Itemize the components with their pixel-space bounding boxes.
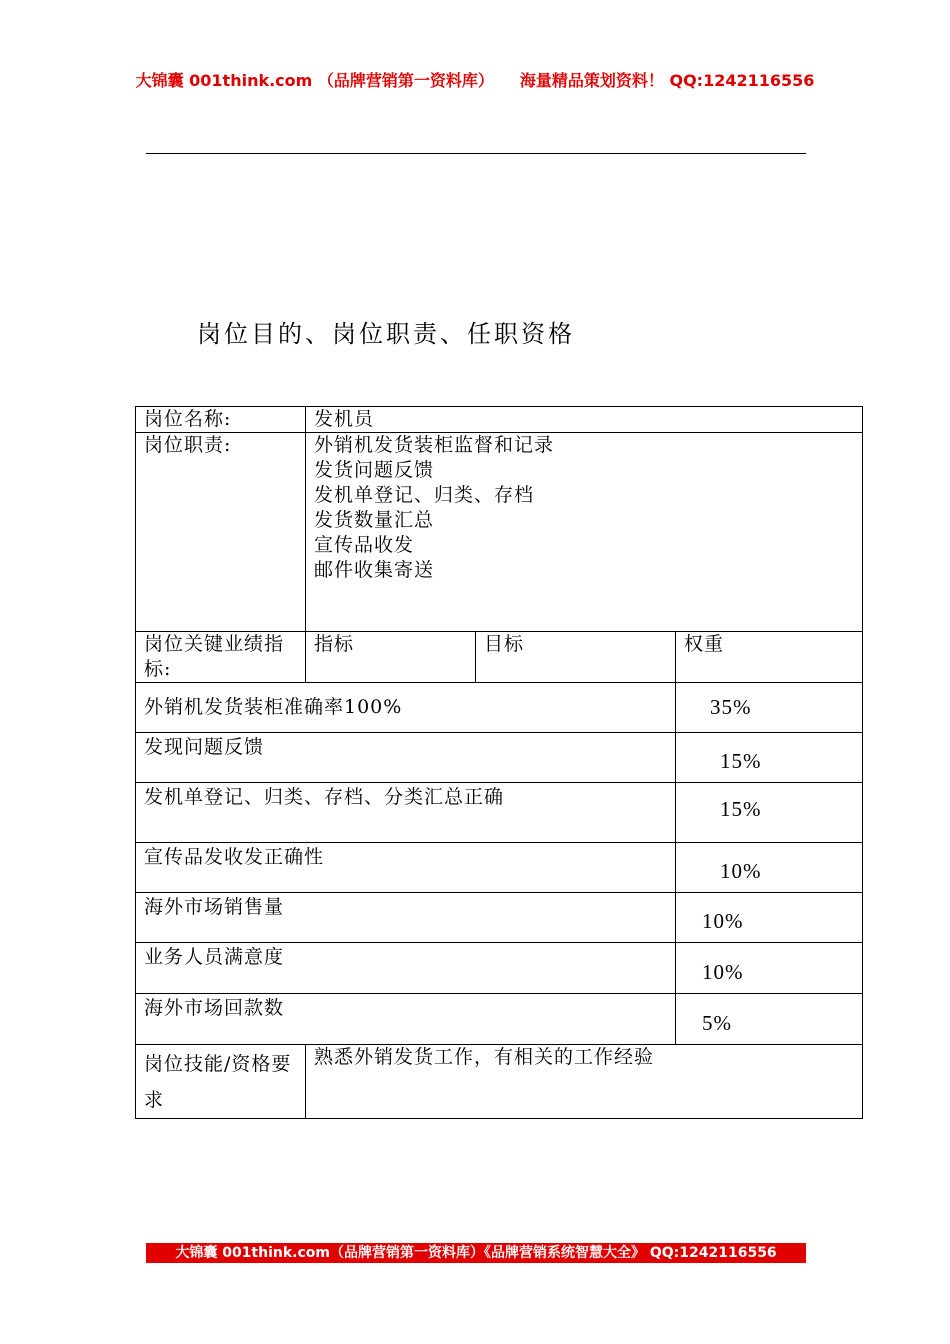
header-left-text: 大锦囊 001think.com （品牌营销第一资料库） bbox=[135, 71, 494, 90]
table-row bbox=[136, 783, 863, 843]
kpi-indicator: 海外市场销售量 bbox=[136, 893, 676, 943]
kpi-indicator: 外销机发货装柜准确率100% bbox=[136, 683, 676, 733]
position-value: 发机员 bbox=[306, 407, 863, 433]
table-row bbox=[136, 843, 863, 893]
kpi-indicator: 发现问题反馈 bbox=[136, 733, 676, 783]
list-item: 外销机发货装柜监督和记录 bbox=[314, 434, 555, 456]
kpi-indicator: 业务人员满意度 bbox=[136, 943, 676, 994]
kpi-weight: 15% bbox=[676, 733, 863, 783]
kpi-col-indicator: 指标 bbox=[306, 632, 476, 683]
table-row bbox=[136, 943, 863, 994]
kpi-weight: 10% bbox=[676, 943, 863, 994]
position-label: 岗位名称: bbox=[136, 407, 306, 433]
footer-banner: 大锦囊 001think.com（品牌营销第一资料库）《品牌营销系统智慧大全》 QQ:1242116556 bbox=[146, 1243, 806, 1263]
kpi-indicator: 发机单登记、归类、存档、分类汇总正确 bbox=[136, 783, 676, 843]
duties-label: 岗位职责: bbox=[136, 433, 306, 632]
kpi-col-target: 目标 bbox=[476, 632, 676, 683]
list-item: 邮件收集寄送 bbox=[314, 559, 435, 581]
table-row bbox=[136, 1045, 863, 1119]
header-banner bbox=[0, 68, 950, 91]
list-item: 发机单登记、归类、存档 bbox=[314, 484, 535, 506]
table-row bbox=[136, 733, 863, 783]
kpi-label: 岗位关键业绩指标: bbox=[136, 632, 306, 683]
header-right-text: 海量精品策划资料！ QQ:1242116556 bbox=[519, 71, 815, 90]
kpi-indicator: 宣传品发收发正确性 bbox=[136, 843, 676, 893]
list-item: 发货数量汇总 bbox=[314, 509, 435, 531]
table-row bbox=[136, 683, 863, 733]
duties-list bbox=[306, 433, 863, 632]
header-divider bbox=[146, 153, 806, 154]
kpi-weight: 10% bbox=[676, 893, 863, 943]
table-row bbox=[136, 632, 863, 683]
kpi-weight: 5% bbox=[676, 994, 863, 1045]
table-row bbox=[136, 893, 863, 943]
table-row bbox=[136, 994, 863, 1045]
kpi-weight: 35% bbox=[676, 683, 863, 733]
skills-label: 岗位技能/资格要求 bbox=[136, 1045, 306, 1119]
kpi-indicator: 海外市场回款数 bbox=[136, 994, 676, 1045]
kpi-col-weight: 权重 bbox=[676, 632, 863, 683]
table-row bbox=[136, 407, 863, 433]
table-row bbox=[136, 433, 863, 632]
page-title: 岗位目的、岗位职责、任职资格 bbox=[197, 320, 575, 348]
kpi-weight: 15% bbox=[676, 783, 863, 843]
list-item: 宣传品收发 bbox=[314, 534, 415, 556]
list-item: 发货问题反馈 bbox=[314, 459, 435, 481]
skills-value: 熟悉外销发货工作，有相关的工作经验 bbox=[306, 1045, 863, 1119]
kpi-weight: 10% bbox=[676, 843, 863, 893]
job-description-table bbox=[135, 406, 863, 1119]
